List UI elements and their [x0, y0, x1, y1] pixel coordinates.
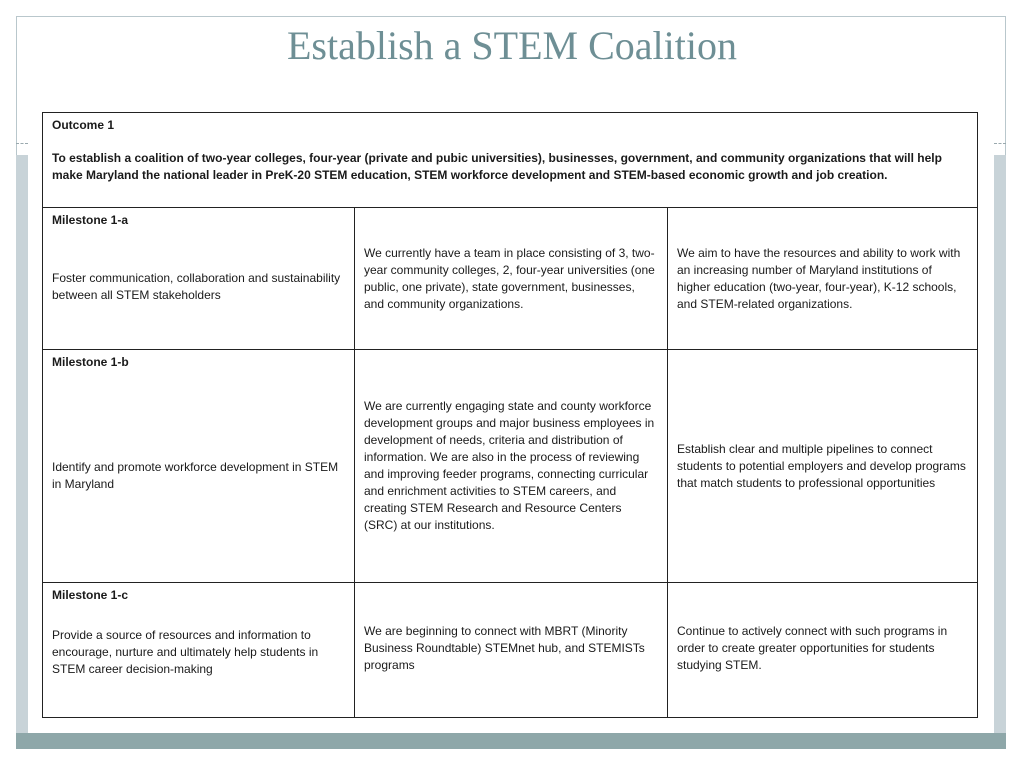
table-row: [43, 350, 978, 583]
right-dashed-rule: [994, 143, 1006, 144]
milestone-description: Provide a source of resources and information to encourage, nurture and ultimately help students in STEM career decision-making: [52, 628, 319, 676]
milestone-label: Milestone 1-a: [52, 213, 129, 227]
milestone-cell: [43, 208, 355, 350]
slide-title: Establish a STEM Coalition: [287, 23, 737, 68]
current-status-text: We are beginning to connect with MBRT (Minority Business Roundtable) STEMnet hub, and STEMISTs programs: [364, 624, 645, 672]
table-row: [43, 208, 978, 350]
milestone-label: Milestone 1-c: [52, 588, 129, 602]
current-status-text: We are currently engaging state and county workforce development groups and major business employees in development of needs, criteria and distribution of information. We are also in the process of reviewing and improving feeder programs, connecting curricular and enrichment activities to STEM careers, and creating STEM Research and Resource Centers (SRC) at our institutions.: [364, 399, 655, 532]
left-dashed-rule: [16, 143, 28, 144]
outcome-header-cell: [43, 113, 978, 208]
goal-cell: [668, 350, 978, 583]
goal-cell: [668, 208, 978, 350]
outcome-header-row: [43, 113, 978, 208]
current-status-cell: [355, 350, 668, 583]
milestone-cell: [43, 583, 355, 718]
outcome-text: To establish a coalition of two-year colleges, four-year (private and pubic universities), businesses, government, and community organizations that will help make Maryland the national leader in PreK-20 STEM education, STEM workforce development and STEM-based economic growth and job creation.: [52, 151, 942, 182]
right-accent-band: [994, 155, 1006, 735]
milestone-description: Identify and promote workforce development in STEM in Maryland: [52, 460, 339, 491]
current-status-cell: [355, 583, 668, 718]
milestone-cell: [43, 350, 355, 583]
bottom-accent-band: [16, 733, 1006, 749]
current-status-cell: [355, 208, 668, 350]
goal-cell: [668, 583, 978, 718]
goal-text: We aim to have the resources and ability to work with an increasing number of Maryland institutions of higher education (two-year, four-year), K-12 schools, and STEM-related organizations.: [677, 245, 961, 311]
table-row: [43, 583, 978, 718]
milestone-label: Milestone 1-b: [52, 355, 129, 369]
outcome-table: [42, 112, 978, 718]
goal-text: Establish clear and multiple pipelines to connect students to potential employers and develop programs that match students to professional opportunities: [677, 441, 966, 490]
outcome-label: Outcome 1: [52, 118, 115, 132]
goal-text: Continue to actively connect with such programs in order to create greater opportunities for students studying STEM.: [677, 624, 948, 672]
current-status-text: We currently have a team in place consisting of 3, two-year community colleges, 2, four-year universities (one public, one private), state government, businesses, and community organizations.: [364, 245, 655, 311]
left-accent-band: [16, 155, 28, 735]
milestone-description: Foster communication, collaboration and sustainability between all STEM stakeholders: [52, 271, 341, 302]
